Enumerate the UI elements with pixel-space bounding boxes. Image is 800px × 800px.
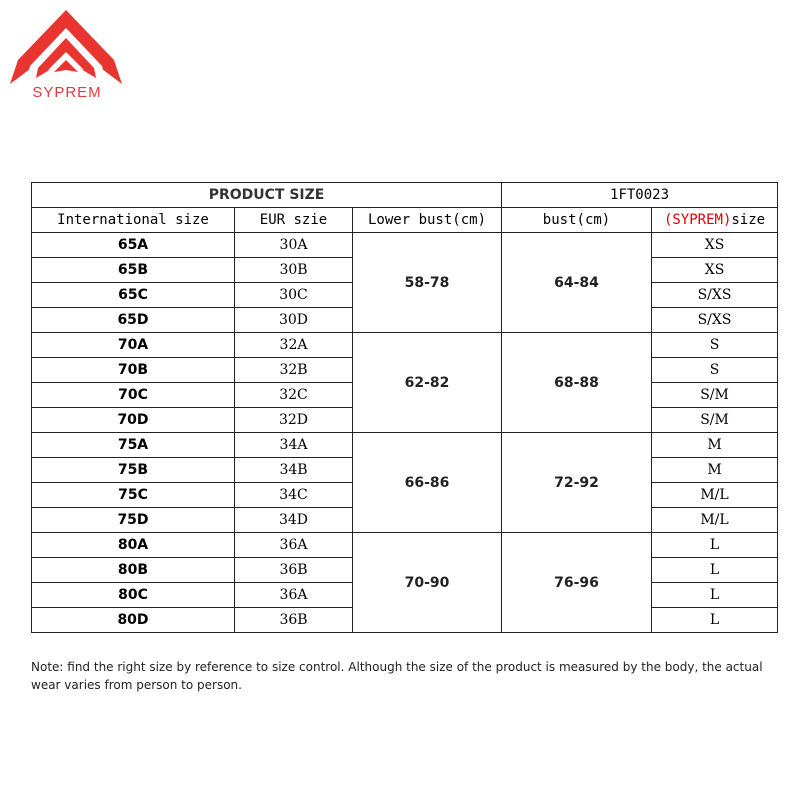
eur-size-cell: 32D (235, 408, 353, 433)
eur-size-cell: 34D (235, 508, 353, 533)
eur-size-cell: 30D (235, 308, 353, 333)
brand-size-cell: S/XS (652, 283, 778, 308)
header-row (32, 208, 778, 233)
eur-size-cell: 36A (235, 583, 353, 608)
header-eur-size: EUR szie (235, 208, 353, 233)
international-size-cell: 70D (32, 408, 235, 433)
eur-size-cell: 32B (235, 358, 353, 383)
brand-size-cell: L (652, 533, 778, 558)
international-size-cell: 75D (32, 508, 235, 533)
header-bust: bust(cm) (502, 208, 652, 233)
international-size-cell: 80D (32, 608, 235, 633)
eur-size-cell: 30A (235, 233, 353, 258)
table-row (32, 333, 778, 358)
logo-text: SYPREM (32, 84, 102, 101)
international-size-cell: 70B (32, 358, 235, 383)
logo-mountain-icon (10, 8, 122, 88)
brand-size-cell: S/M (652, 383, 778, 408)
brand-size-cell: L (652, 558, 778, 583)
international-size-cell: 70A (32, 333, 235, 358)
bust-cell: 68-88 (502, 333, 652, 433)
header-brand-suffix: size (731, 212, 766, 228)
lower-bust-cell: 66-86 (353, 433, 502, 533)
lower-bust-cell: 58-78 (353, 233, 502, 333)
size-note: Note: find the right size by reference to size control. Although the size of the product is measured by the body, the actual wear varies from person to person. (31, 660, 763, 692)
eur-size-cell: 34B (235, 458, 353, 483)
international-size-cell: 65A (32, 233, 235, 258)
eur-size-cell: 32A (235, 333, 353, 358)
bust-cell: 72-92 (502, 433, 652, 533)
lower-bust-cell: 62-82 (353, 333, 502, 433)
eur-size-cell: 30B (235, 258, 353, 283)
international-size-cell: 65C (32, 283, 235, 308)
header-brand-size (652, 208, 778, 233)
brand-size-cell: M (652, 433, 778, 458)
eur-size-cell: 34C (235, 483, 353, 508)
brand-size-cell: S/M (652, 408, 778, 433)
eur-size-cell: 34A (235, 433, 353, 458)
international-size-cell: 75B (32, 458, 235, 483)
eur-size-cell: 36B (235, 558, 353, 583)
brand-size-cell: M/L (652, 483, 778, 508)
eur-size-cell: 36B (235, 608, 353, 633)
brand-size-cell: L (652, 608, 778, 633)
table-row (32, 533, 778, 558)
bust-cell: 64-84 (502, 233, 652, 333)
international-size-cell: 80A (32, 533, 235, 558)
table-row (32, 433, 778, 458)
header-brand-name: (SYPREM) (663, 212, 732, 228)
brand-size-cell: S (652, 333, 778, 358)
international-size-cell: 65D (32, 308, 235, 333)
international-size-cell: 70C (32, 383, 235, 408)
brand-size-cell: L (652, 583, 778, 608)
international-size-cell: 80C (32, 583, 235, 608)
brand-size-cell: M/L (652, 508, 778, 533)
international-size-cell: 65B (32, 258, 235, 283)
eur-size-cell: 36A (235, 533, 353, 558)
international-size-cell: 75A (32, 433, 235, 458)
international-size-cell: 75C (32, 483, 235, 508)
header-lower-bust: Lower bust(cm) (353, 208, 502, 233)
brand-size-cell: S/XS (652, 308, 778, 333)
header-international-size: International size (32, 208, 235, 233)
table-row (32, 233, 778, 258)
brand-size-cell: M (652, 458, 778, 483)
international-size-cell: 80B (32, 558, 235, 583)
bust-cell: 76-96 (502, 533, 652, 633)
size-chart-table (31, 182, 778, 633)
eur-size-cell: 32C (235, 383, 353, 408)
brand-size-cell: XS (652, 233, 778, 258)
title-row (32, 183, 778, 208)
product-code: 1FT0023 (502, 183, 778, 208)
product-size-title: PRODUCT SIZE (32, 183, 502, 208)
eur-size-cell: 30C (235, 283, 353, 308)
lower-bust-cell: 70-90 (353, 533, 502, 633)
brand-size-cell: XS (652, 258, 778, 283)
brand-size-cell: S (652, 358, 778, 383)
